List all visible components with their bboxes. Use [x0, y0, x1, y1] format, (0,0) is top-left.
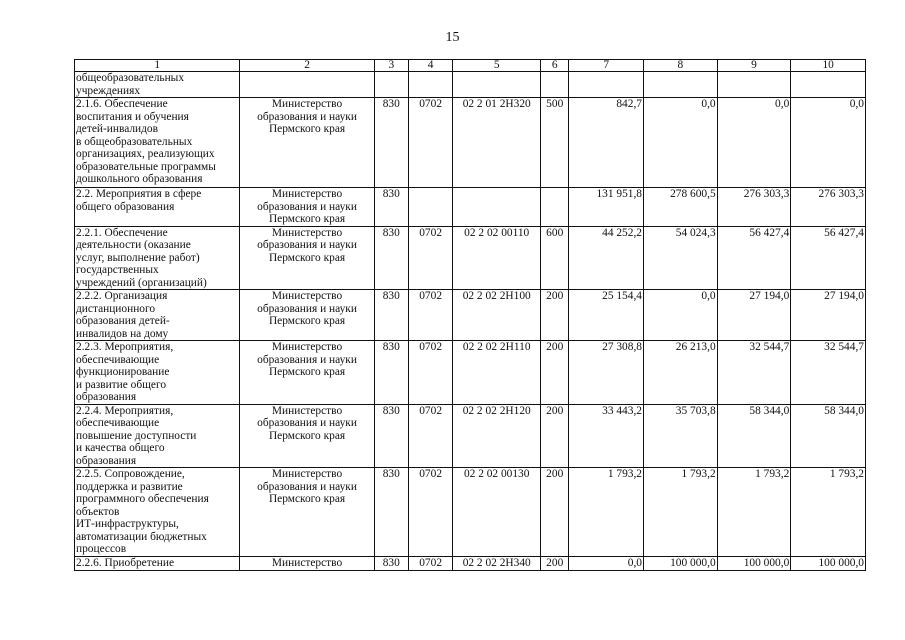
section-code-cell: 0702 — [408, 404, 452, 468]
amount-cell: 27 194,0 — [791, 290, 866, 341]
admin-code-cell: 830 — [374, 226, 408, 290]
activity-line: 2.2. Мероприятия в сфере — [76, 188, 202, 200]
activity-cell — [75, 557, 240, 571]
target-code-cell: 02 2 02 2Н110 — [453, 341, 541, 405]
column-header: 7 — [569, 60, 644, 72]
activity-line: образовательные программы — [76, 160, 216, 173]
amount-cell: 32 544,7 — [791, 341, 866, 405]
target-code-cell: 02 2 02 00130 — [453, 468, 541, 557]
expense-type-cell: 500 — [541, 98, 569, 188]
amount-cell: 100 000,0 — [644, 557, 718, 571]
amount-cell: 1 793,2 — [569, 468, 644, 557]
table-body — [75, 72, 866, 571]
ministry-line: образования и науки — [257, 417, 357, 429]
column-header: 2 — [240, 60, 374, 72]
admin-code-cell: 830 — [374, 290, 408, 341]
section-code-cell: 0702 — [408, 98, 452, 188]
ministry-cell — [240, 341, 374, 405]
amount-cell: 842,7 — [569, 98, 644, 188]
activity-cell — [75, 468, 240, 557]
amount-cell: 27 308,8 — [569, 341, 644, 405]
ministry-cell — [240, 98, 374, 188]
activity-line: учреждений (организаций) — [76, 276, 207, 289]
ministry-line: Министерство — [271, 557, 343, 569]
activity-line: общего образования — [76, 200, 175, 213]
admin-code-cell: 830 — [374, 404, 408, 468]
amount-cell: 276 303,3 — [717, 188, 791, 227]
expense-type-cell — [541, 188, 569, 227]
activity-line: государственных — [76, 264, 159, 276]
target-code-cell: 02 2 01 2Н320 — [453, 98, 541, 188]
activity-cell — [75, 72, 240, 98]
ministry-line: Пермского края — [268, 429, 346, 442]
table-row — [75, 404, 866, 468]
amount-cell: 278 600,5 — [644, 188, 718, 227]
amount-cell: 56 427,4 — [717, 226, 791, 290]
column-header: 8 — [644, 60, 718, 72]
ministry-cell — [240, 72, 374, 98]
target-code-cell — [453, 188, 541, 227]
admin-code-cell: 830 — [374, 188, 408, 227]
ministry-line: Пермского края — [268, 251, 346, 264]
ministry-line: образования и науки — [257, 302, 357, 315]
section-code-cell: 0702 — [408, 341, 452, 405]
expense-type-cell: 600 — [541, 226, 569, 290]
table-row — [75, 290, 866, 341]
ministry-line: образования и науки — [257, 353, 357, 366]
amount-cell: 0,0 — [569, 557, 644, 571]
activity-line: учреждениях — [76, 84, 141, 97]
ministry-line: Министерство — [271, 290, 343, 302]
amount-cell — [791, 72, 866, 98]
ministry-line: образования и науки — [257, 239, 357, 251]
table-row — [75, 188, 866, 227]
expense-type-cell: 200 — [541, 290, 569, 341]
activity-cell — [75, 404, 240, 468]
activity-line: 2.2.4. Мероприятия, — [76, 404, 174, 417]
activity-cell — [75, 98, 240, 188]
amount-cell: 54 024,3 — [644, 226, 718, 290]
amount-cell: 276 303,3 — [791, 188, 866, 227]
ministry-line: Министерство — [271, 226, 343, 239]
amount-cell: 100 000,0 — [717, 557, 791, 571]
amount-cell: 25 154,4 — [569, 290, 644, 341]
section-code-cell: 0702 — [408, 290, 452, 341]
ministry-cell — [240, 468, 374, 557]
activity-line: и развитие общего — [76, 378, 167, 391]
activity-line: 2.2.2. Организация — [76, 290, 168, 302]
admin-code-cell: 830 — [374, 557, 408, 571]
activity-cell — [75, 290, 240, 341]
ministry-cell — [240, 404, 374, 468]
target-code-cell: 02 2 02 2Н120 — [453, 404, 541, 468]
ministry-line: Пермского края — [268, 493, 346, 505]
section-code-cell: 0702 — [408, 226, 452, 290]
activity-line: обеспечивающие — [76, 417, 160, 429]
amount-cell: 1 793,2 — [644, 468, 718, 557]
activity-line: программного обеспечения — [76, 493, 209, 505]
column-header: 4 — [408, 60, 452, 72]
column-header: 5 — [453, 60, 541, 72]
activity-cell — [75, 226, 240, 290]
amount-cell: 35 703,8 — [644, 404, 718, 468]
activity-line: воспитания и обучения — [76, 110, 189, 123]
activity-line: обеспечивающие — [76, 353, 160, 366]
admin-code-cell: 830 — [374, 341, 408, 405]
section-code-cell — [408, 72, 452, 98]
expense-type-cell: 200 — [541, 468, 569, 557]
ministry-line: Пермского края — [268, 366, 346, 378]
table-row — [75, 341, 866, 405]
expense-type-cell: 200 — [541, 404, 569, 468]
activity-line: объектов — [76, 505, 120, 518]
table-row — [75, 98, 866, 188]
section-code-cell: 0702 — [408, 468, 452, 557]
amount-cell — [717, 72, 791, 98]
column-header: 1 — [75, 60, 240, 72]
amount-cell: 1 793,2 — [717, 468, 791, 557]
expense-type-cell: 200 — [541, 557, 569, 571]
activity-line: детей-инвалидов — [76, 123, 158, 135]
table-row — [75, 468, 866, 557]
activity-cell — [75, 341, 240, 405]
activity-line: 2.1.6. Обеспечение — [76, 98, 168, 110]
column-header: 3 — [374, 60, 408, 72]
section-code-cell: 0702 — [408, 557, 452, 571]
activity-line: 2.2.6. Приобретение — [76, 557, 175, 569]
target-code-cell — [453, 72, 541, 98]
ministry-line: образования и науки — [257, 200, 357, 213]
ministry-cell — [240, 290, 374, 341]
ministry-line: образования и науки — [257, 480, 357, 493]
activity-line: образования — [76, 454, 137, 467]
activity-line: образования — [76, 391, 137, 403]
admin-code-cell — [374, 72, 408, 98]
amount-cell — [569, 72, 644, 98]
table-row — [75, 557, 866, 571]
page-number: 15 — [445, 30, 460, 45]
amount-cell: 0,0 — [717, 98, 791, 188]
activity-line: организациях, реализующих — [76, 148, 215, 160]
ministry-line: образования и науки — [257, 110, 357, 123]
expense-type-cell — [541, 72, 569, 98]
admin-code-cell: 830 — [374, 468, 408, 557]
header-row — [75, 60, 866, 72]
amount-cell: 0,0 — [644, 98, 718, 188]
amount-cell: 27 194,0 — [717, 290, 791, 341]
activity-line: дистанционного — [76, 302, 156, 315]
target-code-cell: 02 2 02 2Н340 — [453, 557, 541, 571]
activity-line: процессов — [76, 543, 127, 555]
activity-line: общеобразовательных — [76, 72, 185, 84]
ministry-line: Министерство — [271, 188, 343, 200]
activity-line: автоматизации бюджетных — [76, 530, 207, 543]
amount-cell: 0,0 — [791, 98, 866, 188]
amount-cell: 32 544,7 — [717, 341, 791, 405]
activity-line: поддержка и развитие — [76, 480, 183, 493]
amount-cell: 1 793,2 — [791, 468, 866, 557]
ministry-line: Министерство — [271, 341, 343, 353]
activity-line: в общеобразовательных — [76, 135, 193, 148]
column-header: 6 — [541, 60, 569, 72]
table-row — [75, 226, 866, 290]
amount-cell — [644, 72, 718, 98]
activity-cell — [75, 188, 240, 227]
activity-line: и качества общего — [76, 442, 165, 454]
ministry-cell — [240, 188, 374, 227]
activity-line: 2.2.1. Обеспечение — [76, 226, 168, 239]
activity-line: дошкольного образования — [76, 173, 203, 185]
column-header: 10 — [791, 60, 866, 72]
expense-type-cell: 200 — [541, 341, 569, 405]
amount-cell: 44 252,2 — [569, 226, 644, 290]
amount-cell: 26 213,0 — [644, 341, 718, 405]
admin-code-cell: 830 — [374, 98, 408, 188]
activity-line: функционирование — [76, 366, 170, 378]
amount-cell: 131 951,8 — [569, 188, 644, 227]
ministry-line: Министерство — [271, 468, 343, 480]
ministry-line: Пермского края — [268, 123, 346, 135]
activity-line: 2.2.5. Сопровождение, — [76, 468, 185, 480]
amount-cell: 33 443,2 — [569, 404, 644, 468]
activity-line: инвалидов на дому — [76, 327, 169, 340]
amount-cell: 0,0 — [644, 290, 718, 341]
ministry-line: Министерство — [271, 98, 343, 110]
activity-line: 2.2.3. Мероприятия, — [76, 341, 174, 353]
amount-cell: 58 344,0 — [717, 404, 791, 468]
table-row — [75, 72, 866, 98]
activity-line: ИТ-инфраструктуры, — [76, 518, 179, 530]
amount-cell: 58 344,0 — [791, 404, 866, 468]
activity-line: образования детей- — [76, 315, 170, 327]
amount-cell: 100 000,0 — [791, 557, 866, 571]
ministry-line: Пермского края — [268, 213, 346, 225]
activity-line: повышение доступности — [76, 429, 197, 442]
ministry-line: Пермского края — [268, 315, 346, 327]
column-header: 9 — [717, 60, 791, 72]
budget-table — [74, 59, 866, 571]
section-code-cell — [408, 188, 452, 227]
target-code-cell: 02 2 02 2Н100 — [453, 290, 541, 341]
target-code-cell: 02 2 02 00110 — [453, 226, 541, 290]
ministry-line: Министерство — [271, 404, 343, 417]
amount-cell: 56 427,4 — [791, 226, 866, 290]
ministry-cell — [240, 557, 374, 571]
ministry-cell — [240, 226, 374, 290]
activity-line: услуг, выполнение работ) — [76, 251, 200, 264]
activity-line: деятельности (оказание — [76, 239, 191, 251]
